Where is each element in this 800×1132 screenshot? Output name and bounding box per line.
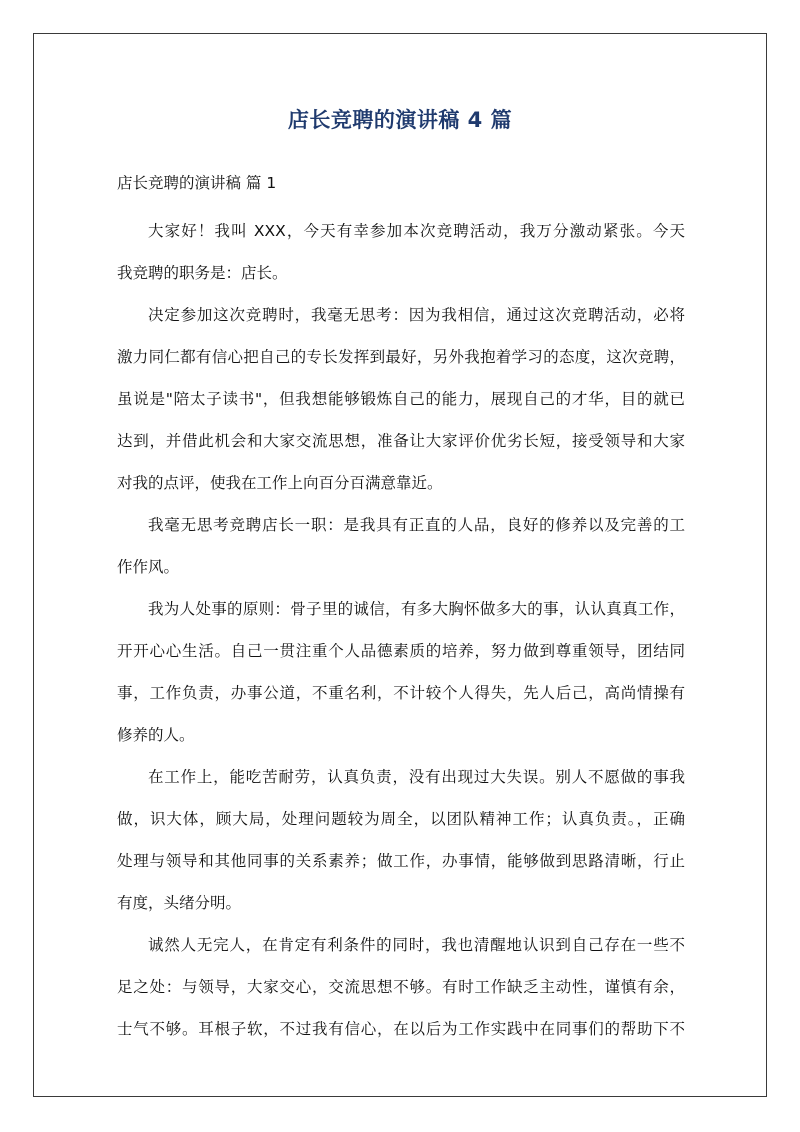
paragraph-list <box>117 210 685 1050</box>
paragraph <box>117 504 685 588</box>
paragraph-line: 修养的人。 <box>117 726 195 744</box>
paragraph-line: 处理与领导和其他同事的关系素养；做工作，办事情，能够做到思路清晰，行止 <box>117 852 685 870</box>
paragraph-line: 我竞聘的职务是：店长。 <box>117 264 288 282</box>
paragraph <box>117 924 685 1050</box>
paragraph-line: 开开心心生活。自己一贯注重个人品德素质的培养，努力做到尊重领导，团结同 <box>117 642 685 660</box>
document-body <box>117 168 685 1050</box>
paragraph-line: 做，识大体，顾大局，处理问题较为周全，以团队精神工作；认真负责。，正确 <box>117 810 685 828</box>
paragraph-line: 达到，并借此机会和大家交流思想，准备让大家评价优劣长短，接受领导和大家 <box>117 432 685 450</box>
paragraph-line: 诚然人无完人，在肯定有利条件的同时，我也清醒地认识到自己存在一些不 <box>148 936 685 954</box>
document-title: 店长竞聘的演讲稿 4 篇 <box>287 108 513 132</box>
paragraph-line: 在工作上，能吃苦耐劳，认真负责，没有出现过大失误。别人不愿做的事我 <box>148 768 685 786</box>
paragraph-line: 我毫无思考竞聘店长一职：是我具有正直的人品，良好的修养以及完善的工 <box>148 516 685 534</box>
paragraph-line: 作作风。 <box>117 558 180 576</box>
paragraph <box>117 756 685 924</box>
paragraph-line: 我为人处事的原则：骨子里的诚信，有多大胸怀做多大的事，认认真真工作， <box>148 600 685 618</box>
paragraph <box>117 588 685 756</box>
paragraph-line: 虽说是"陪太子读书"，但我想能够锻炼自己的能力，展现自己的才华，目的就已 <box>117 390 685 408</box>
paragraph-line: 大家好！我叫 XXX，今天有幸参加本次竞聘活动，我万分激动紧张。今天 <box>148 222 685 240</box>
section-heading: 店长竞聘的演讲稿 篇 1 <box>117 174 277 192</box>
paragraph <box>117 210 685 294</box>
paragraph-line: 有度，头绪分明。 <box>117 894 242 912</box>
paragraph-line: 激力同仁都有信心把自己的专长发挥到最好，另外我抱着学习的态度，这次竞聘， <box>117 348 685 366</box>
paragraph-line: 决定参加这次竞聘时，我毫无思考：因为我相信，通过这次竞聘活动，必将 <box>148 306 685 324</box>
paragraph-line: 士气不够。耳根子软，不过我有信心，在以后为工作实践中在同事们的帮助下不 <box>117 1020 685 1038</box>
paragraph <box>117 294 685 504</box>
paragraph-line: 足之处：与领导，大家交心，交流思想不够。有时工作缺乏主动性，谨慎有余， <box>117 978 685 996</box>
paragraph-line: 事，工作负责，办事公道，不重名利，不计较个人得失，先人后己，高尚情操有 <box>117 684 685 702</box>
paragraph-line: 对我的点评，使我在工作上向百分百满意靠近。 <box>117 474 443 492</box>
